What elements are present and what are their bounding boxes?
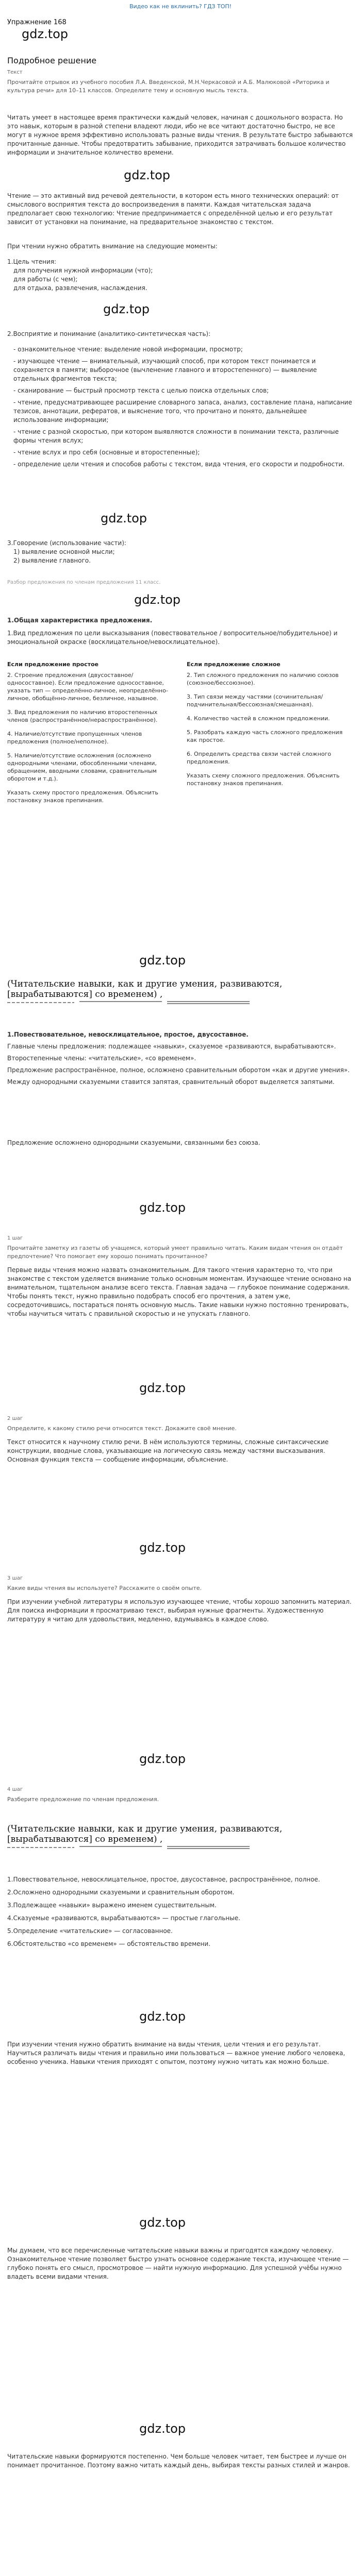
right-column-head: Если предложение сложное xyxy=(187,661,281,668)
right-cell: 3. Тип связи между частями (сочинительная/подчинительная/бессоюзная/смешанная). xyxy=(187,693,323,708)
left-cell: 5. Наличие/отсутствие осложнения (осложнено однородными членами, обособленными членами, обращением, вводными словами, сравнительным оборотом и т.д.). xyxy=(7,752,157,782)
right-cell: 4. Количество частей в сложном предложении. xyxy=(187,715,330,722)
paragraph-3 xyxy=(0,242,361,251)
site-watermark: gdz.top xyxy=(101,511,147,526)
analysis1-item: Главные члены предложения: подлежащее «навыки», сказуемое «развиваются, вырабатываются». xyxy=(7,1043,336,1050)
list2-item: - сканирование — быстрый просмотр текста с целью поиска отдельных слов; xyxy=(13,387,269,394)
list2-item: - определение цели чтения и способов работы с текстом, вида чтения, его скорости и подробности. xyxy=(13,461,344,468)
left-cell: 2. Строение предложения (двусоставное/односоставное). Если предложение односоставное, указать тип — определённо-личное, неопределённо-личное, обобщённо-личное, безличное, назывное. xyxy=(7,672,168,702)
task4-label: 3 шаг xyxy=(7,1575,23,1581)
watermark-8 xyxy=(0,1381,361,1395)
answer3-text: Текст относится к научному стилю речи. В нём используются термины, сложные синтаксические конструкции, вводные слова, указывающие на логическую связь между частями высказывания. Основная функция текста — сообщение информации, объяснение. xyxy=(7,1438,329,1463)
task-4 xyxy=(0,1571,361,1624)
task4-text: Какие виды чтения вы используете? Расскажите о своём опыте. xyxy=(7,1585,202,1591)
scheme-underline-icon xyxy=(7,999,354,1015)
site-watermark: gdz.top xyxy=(139,1752,186,1766)
sentence-scheme-1 xyxy=(7,979,354,1015)
top-banner xyxy=(0,0,361,13)
site-watermark: gdz.top xyxy=(139,2421,186,2436)
site-watermark: gdz.top xyxy=(139,1381,186,1395)
left-cell: Указать схему простого предложения. Объяснить постановку знаков препинания. xyxy=(7,789,158,804)
site-watermark: gdz.top xyxy=(139,1540,186,1555)
scheme-2-text: (Читательские навыки, как и другие умения, развиваются, [вырабатываются] со временем) , xyxy=(7,1824,283,1844)
task2-label: 1 шаг xyxy=(7,1235,23,1241)
site-watermark: gdz.top xyxy=(139,2009,186,2024)
p7-text: 1.Вид предложения по цели высказывания (повествовательное / вопросительное/побудительное) и эмоциональной окраске (восклицательное/невосклицательное). xyxy=(7,630,338,646)
list1-item: 1.Цель чтения: xyxy=(7,258,57,265)
right-cell: 2. Тип сложного предложения по наличию союзов (союзное/бессоюзное). xyxy=(187,672,339,686)
watermark-6 xyxy=(0,953,361,968)
watermark-12 xyxy=(0,2215,361,2230)
list3-item: 2) выявление главного. xyxy=(13,557,91,564)
solution-title: Подробное решение xyxy=(7,56,97,65)
watermark-7 xyxy=(0,1200,361,1215)
task5-text: Разберите предложение по членам предложения. xyxy=(7,1796,159,1803)
analysis2-item: 6.Обстоятельство «со временем» — обстоятельство времени. xyxy=(7,1940,211,1947)
site-watermark: gdz.top xyxy=(103,302,150,316)
paragraph-8 xyxy=(0,1139,361,1147)
intro-text: Прочитайте отрывок из учебного пособия Л.А. Введенской, М.Н.Черкасовой и А.Б. Малюковой «Риторика и культура речи» для 10–11 классов. Определите тему и основную мысль текста. xyxy=(7,79,330,94)
scheme-underline-icon xyxy=(7,1844,354,1860)
paragraph-4 xyxy=(0,330,361,338)
site-watermark: gdz.top xyxy=(22,27,69,41)
watermark-9 xyxy=(0,1540,361,1555)
list2-item: - чтение, предусматривающее расширение словарного запаса, анализ, составление плана, написание тезисов, аннотации, рефератов, и выяснение того, что прочитано и понято, дальнейшее использование информации; xyxy=(13,399,352,423)
analysis2-item: 4.Сказуемые «развиваются, вырабатываются» — простые глагольные. xyxy=(7,1914,240,1922)
exercise-title: Упражнение 168 xyxy=(7,19,67,26)
paragraph-2 xyxy=(0,192,361,227)
list1-item: для получения нужной информации (что); xyxy=(13,267,153,274)
answer7-text: Читательские навыки формируются постепенно. Чем больше человек читает, тем быстрее и лучше он понимает прочитанное. Поэтому важно читать каждый день, выбирая тексты разных стилей и жанров. xyxy=(7,2453,350,2469)
task-5 xyxy=(0,1783,361,1804)
answer6-text: Мы думаем, что все перечисленные читательские навыки важны и пригодятся каждому человеку. Ознакомительное чтение позволяет быстро узнать основное содержание текста, изучающее чтение — глубоко понять его смысл, просмотровое — найти нужную информацию. Для успешной учёбы нужно владеть всеми видами чтения. xyxy=(7,2247,349,2280)
right-cell: 6. Определить средства связи частей сложного предложения. xyxy=(187,751,332,765)
answer-5 xyxy=(0,2040,361,2066)
answer5-text: При изучении чтения нужно обратить внимание на виды чтения, цели чтения и его результат. Научиться различать виды чтения и правильно ими пользоваться — важное умение любого человека, особенно ученика. Навыки чтения приходят с опытом, поэтому нужно читать как можно больше. xyxy=(7,2041,346,2065)
right-cell: 5. Разобрать каждую часть сложного предложения как простое. xyxy=(187,729,343,743)
analysis1-item: Предложение распространённое, полное, осложнено сравнительным оборотом «как и другие умения». xyxy=(7,1066,350,1074)
list2-item: - изучающее чтение — внимательный, изучающий способ, при котором текст понимается и сохраняется в памяти; выборочное (вычленение главного и второстепенного) — выявление отдельных фрагментов текста; xyxy=(13,358,317,382)
task-label: Текст xyxy=(7,70,23,75)
list1-item: для отдыха, развлечения, наслаждения. xyxy=(13,284,147,292)
analysis1-item: Второстепенные члены: «читательские», «со временем». xyxy=(7,1055,196,1062)
list3-item: 1) выявление основной мысли; xyxy=(13,548,115,555)
answer2-text: Первые виды чтения можно назвать ознакомительным. Для такого чтения характерно то, что при знакомстве с текстом уделяется внимание только основным моментам. Изучающее чтение основано на внимательном, тщательном анализе всего текста. Главная задача — глубокое понимание содержания. Чтобы понять текст, нужно правильно подобрать способ его прочтения, а затем уже, сосредоточившись, постараться понять основную мысль. Такие навыки нужно постоянно тренировать, чтобы научиться читать с правильной скоростью и не упускать главного. xyxy=(7,1266,352,1317)
paragraph-1 xyxy=(0,113,361,157)
section-2 xyxy=(0,616,361,647)
comparison-table xyxy=(0,660,361,810)
list2-item: - ознакомительное чтение: выделение новой информации, просмотр; xyxy=(13,346,243,353)
p5-text: 3.Говорение (использование части): xyxy=(7,539,126,547)
list-1 xyxy=(0,258,361,293)
list1-item: для работы (с чем); xyxy=(13,276,78,283)
watermark-13 xyxy=(0,2421,361,2436)
top-link[interactable]: Видео как не вклинить? ГДЗ ТОП! xyxy=(129,3,232,10)
analysis2-item: 1.Повествовательное, невосклицательное, простое, двусоставное, распространённое, полное. xyxy=(7,1876,320,1883)
p6-text: Разбор предложения по членам предложения 11 класс. xyxy=(7,580,161,585)
p2-text: Чтение — это активный вид речевой деятельности, в котором есть много технических операций: от смыслового восприятия текста до воспроизведения в памяти. Каждая читательская задача предполагает свою технологию: Чтение предпринимается с определённой целью и его результат зависит от установки на понимание, на предварительное знакомство с текстом. xyxy=(7,192,339,226)
watermark-11 xyxy=(0,2009,361,2024)
site-watermark: gdz.top xyxy=(134,592,181,607)
p4-text: 2.Восприятие и понимание (аналитико-синтетическая часть): xyxy=(7,330,211,337)
left-cell: 4. Наличие/отсутствие пропущенных членов предложения (полное/неполное). xyxy=(7,731,142,745)
analysis-2 xyxy=(0,1875,361,1953)
analysis-1 xyxy=(0,1030,361,1087)
watermark-4 xyxy=(0,511,361,526)
left-column xyxy=(7,660,174,810)
task3-text: Определите, к какому стилю речи относится текст. Докажите своё мнение. xyxy=(7,1425,237,1432)
sentence-scheme-2 xyxy=(7,1824,354,1860)
site-watermark: gdz.top xyxy=(139,2215,186,2230)
list2-item: - чтение с разной скоростью, при котором выявляются сложности в понимании текста, различные формы чтения вслух; xyxy=(13,428,339,444)
task3-label: 2 шаг xyxy=(7,1416,23,1421)
answer4-text: При изучении учебной литературы я использую изучающее чтение, чтобы хорошо запомнить материал. Для поиска информации я просматриваю текст, выбирая нужные фрагменты. Художественную литературу я читаю для удовольствия, медленно, вдумываясь в каждое слово. xyxy=(7,1598,352,1623)
left-cell: 3. Вид предложения по наличию второстепенных членов (распространённое/нераспространённое). xyxy=(7,709,158,723)
watermark-3 xyxy=(0,302,361,316)
watermark-2 xyxy=(0,168,361,182)
task5-label: 4 шаг xyxy=(7,1787,23,1792)
task-2 xyxy=(0,1231,361,1318)
list-2 xyxy=(0,345,361,472)
p1-text: Читать умеет в настоящее время практически каждый человек, начиная с дошкольного возраста. Но это навык, которым в разной степени владеют люди, ибо не все читают достаточно быстро, не все могут в нужное время эффективно использовать разные виды чтения. В результате быстро забываются прочитанные данные. Чтобы предотвратить забывание, приходится затрачивать большое количество информации и значительное количество времени. xyxy=(7,114,353,156)
watermark-5 xyxy=(0,592,361,607)
analysis2-item: 3.Подлежащее «навыки» выражено именем существительным. xyxy=(7,1902,217,1909)
section2-title: 1.Общая характеристика предложения. xyxy=(7,617,153,624)
analysis1-title: 1.Повествовательное, невосклицательное, простое, двусоставное. xyxy=(7,1031,249,1038)
analysis1-item: Между однородными сказуемыми ставится запятая, сравнительный оборот выделяется запятыми. xyxy=(7,1078,335,1086)
right-column xyxy=(187,660,354,810)
task2-text: Прочитайте заметку из газеты об учащемся, который умеет правильно читать. Каким видам чтения он отдаёт предпочтение? Что помогает ему хорошо понимать прочитанное? xyxy=(7,1245,343,1260)
two-columns xyxy=(7,660,354,810)
task-3 xyxy=(0,1412,361,1464)
analysis2-item: 2.Осложнено однородными сказуемыми и сравнительным оборотом. xyxy=(7,1889,235,1896)
solution-header xyxy=(0,56,361,95)
left-column-head: Если предложение простое xyxy=(7,661,99,668)
watermark-10 xyxy=(0,1752,361,1766)
p3-text: При чтении нужно обратить внимание на следующие моменты: xyxy=(7,243,218,250)
analysis2-item: 5.Определение «читательские» — согласованное. xyxy=(7,1927,173,1935)
scheme-1-text: (Читательские навыки, как и другие умения, развиваются, [вырабатываются] со временем) , xyxy=(7,979,283,999)
site-watermark: gdz.top xyxy=(124,168,171,182)
paragraph-5 xyxy=(0,539,361,565)
watermark-1 xyxy=(0,27,361,41)
p8-text: Предложение осложнено однородными сказуемыми, связанными без союза. xyxy=(7,1139,260,1146)
answer-7 xyxy=(0,2452,361,2470)
paragraph-6 xyxy=(0,579,361,586)
site-watermark: gdz.top xyxy=(139,1200,186,1215)
site-watermark: gdz.top xyxy=(139,953,186,968)
answer-6 xyxy=(0,2246,361,2281)
list2-item: - чтение вслух и про себя (основные и второстепенные); xyxy=(13,449,200,456)
right-cell: Указать схему сложного предложения. Объяснить постановку знаков препинания. xyxy=(187,772,340,787)
